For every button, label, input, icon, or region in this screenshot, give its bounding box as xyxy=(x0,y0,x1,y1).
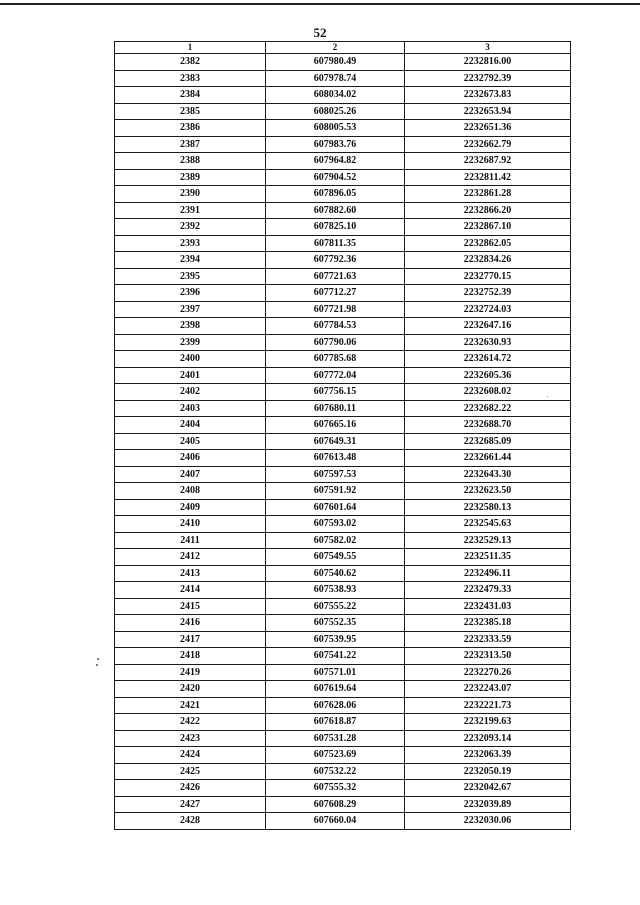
table-row xyxy=(115,516,571,533)
point-number-cell: 2410 xyxy=(115,516,266,533)
table-row xyxy=(115,351,571,368)
y-coordinate-cell: 2232861.28 xyxy=(405,186,571,203)
x-coordinate-cell: 607591.92 xyxy=(266,483,405,500)
x-coordinate-cell: 607896.05 xyxy=(266,186,405,203)
table-row xyxy=(115,268,571,285)
table-row xyxy=(115,499,571,516)
table-row xyxy=(115,87,571,104)
x-coordinate-cell: 607628.06 xyxy=(266,697,405,714)
y-coordinate-cell: 2232479.33 xyxy=(405,582,571,599)
point-number-cell: 2402 xyxy=(115,384,266,401)
x-coordinate-cell: 607618.87 xyxy=(266,714,405,731)
y-coordinate-cell: 2232662.79 xyxy=(405,136,571,153)
x-coordinate-cell: 607593.02 xyxy=(266,516,405,533)
y-coordinate-cell: 2232270.26 xyxy=(405,664,571,681)
y-coordinate-cell: 2232608.02 xyxy=(405,384,571,401)
point-number-cell: 2382 xyxy=(115,54,266,71)
point-number-cell: 2413 xyxy=(115,565,266,582)
table-row xyxy=(115,631,571,648)
point-number-cell: 2390 xyxy=(115,186,266,203)
x-coordinate-cell: 607582.02 xyxy=(266,532,405,549)
table-row xyxy=(115,730,571,747)
x-coordinate-cell: 607571.01 xyxy=(266,664,405,681)
table-row xyxy=(115,697,571,714)
y-coordinate-cell: 2232752.39 xyxy=(405,285,571,302)
table-row xyxy=(115,598,571,615)
table-row xyxy=(115,714,571,731)
table-row xyxy=(115,153,571,170)
coordinates-table xyxy=(114,41,571,830)
x-coordinate-cell: 607978.74 xyxy=(266,70,405,87)
table-row xyxy=(115,169,571,186)
x-coordinate-cell: 607523.69 xyxy=(266,747,405,764)
table-row xyxy=(115,235,571,252)
table-row xyxy=(115,466,571,483)
y-coordinate-cell: 2232313.50 xyxy=(405,648,571,665)
table-row xyxy=(115,780,571,797)
column-header-point-number: 1 xyxy=(115,42,266,54)
table-row xyxy=(115,747,571,764)
x-coordinate-cell: 607649.31 xyxy=(266,433,405,450)
y-coordinate-cell: 2232093.14 xyxy=(405,730,571,747)
x-coordinate-cell: 607608.29 xyxy=(266,796,405,813)
table-row xyxy=(115,681,571,698)
table-row xyxy=(115,417,571,434)
x-coordinate-cell: 607539.95 xyxy=(266,631,405,648)
point-number-cell: 2425 xyxy=(115,763,266,780)
table-header-row xyxy=(115,42,571,54)
point-number-cell: 2423 xyxy=(115,730,266,747)
y-coordinate-cell: 2232867.10 xyxy=(405,219,571,236)
point-number-cell: 2419 xyxy=(115,664,266,681)
table-row xyxy=(115,615,571,632)
y-coordinate-cell: 2232545.63 xyxy=(405,516,571,533)
y-coordinate-cell: 2232039.89 xyxy=(405,796,571,813)
x-coordinate-cell: 607980.49 xyxy=(266,54,405,71)
scan-speck xyxy=(97,658,99,660)
y-coordinate-cell: 2232030.06 xyxy=(405,813,571,830)
table-row xyxy=(115,763,571,780)
point-number-cell: 2387 xyxy=(115,136,266,153)
y-coordinate-cell: 2232792.39 xyxy=(405,70,571,87)
x-coordinate-cell: 607532.22 xyxy=(266,763,405,780)
point-number-cell: 2406 xyxy=(115,450,266,467)
y-coordinate-cell: 2232682.22 xyxy=(405,400,571,417)
table-row xyxy=(115,400,571,417)
point-number-cell: 2399 xyxy=(115,334,266,351)
point-number-cell: 2393 xyxy=(115,235,266,252)
y-coordinate-cell: 2232834.26 xyxy=(405,252,571,269)
y-coordinate-cell: 2232042.67 xyxy=(405,780,571,797)
top-border-rule xyxy=(0,3,640,5)
y-coordinate-cell: 2232816.00 xyxy=(405,54,571,71)
table-row xyxy=(115,664,571,681)
y-coordinate-cell: 2232605.36 xyxy=(405,367,571,384)
y-coordinate-cell: 2232685.09 xyxy=(405,433,571,450)
point-number-cell: 2418 xyxy=(115,648,266,665)
point-number-cell: 2404 xyxy=(115,417,266,434)
x-coordinate-cell: 607680.11 xyxy=(266,400,405,417)
x-coordinate-cell: 607721.63 xyxy=(266,268,405,285)
table-row xyxy=(115,334,571,351)
point-number-cell: 2383 xyxy=(115,70,266,87)
y-coordinate-cell: 2232688.70 xyxy=(405,417,571,434)
y-coordinate-cell: 2232050.19 xyxy=(405,763,571,780)
table-row xyxy=(115,549,571,566)
x-coordinate-cell: 607811.35 xyxy=(266,235,405,252)
table-row xyxy=(115,483,571,500)
x-coordinate-cell: 608005.53 xyxy=(266,120,405,137)
x-coordinate-cell: 608034.02 xyxy=(266,87,405,104)
y-coordinate-cell: 2232866.20 xyxy=(405,202,571,219)
x-coordinate-cell: 607882.60 xyxy=(266,202,405,219)
point-number-cell: 2420 xyxy=(115,681,266,698)
point-number-cell: 2407 xyxy=(115,466,266,483)
point-number-cell: 2428 xyxy=(115,813,266,830)
table-row xyxy=(115,252,571,269)
y-coordinate-cell: 2232221.73 xyxy=(405,697,571,714)
y-coordinate-cell: 2232063.39 xyxy=(405,747,571,764)
y-coordinate-cell: 2232687.92 xyxy=(405,153,571,170)
x-coordinate-cell: 607555.32 xyxy=(266,780,405,797)
point-number-cell: 2401 xyxy=(115,367,266,384)
point-number-cell: 2421 xyxy=(115,697,266,714)
x-coordinate-cell: 607790.06 xyxy=(266,334,405,351)
point-number-cell: 2416 xyxy=(115,615,266,632)
y-coordinate-cell: 2232647.16 xyxy=(405,318,571,335)
x-coordinate-cell: 607597.53 xyxy=(266,466,405,483)
point-number-cell: 2386 xyxy=(115,120,266,137)
x-coordinate-cell: 607792.36 xyxy=(266,252,405,269)
y-coordinate-cell: 2232643.30 xyxy=(405,466,571,483)
y-coordinate-cell: 2232770.15 xyxy=(405,268,571,285)
table-row xyxy=(115,318,571,335)
point-number-cell: 2398 xyxy=(115,318,266,335)
page-number: 52 xyxy=(313,25,327,40)
table-row xyxy=(115,565,571,582)
y-coordinate-cell: 2232623.50 xyxy=(405,483,571,500)
y-coordinate-cell: 2232614.72 xyxy=(405,351,571,368)
y-coordinate-cell: 2232199.63 xyxy=(405,714,571,731)
table-row xyxy=(115,648,571,665)
x-coordinate-cell: 607756.15 xyxy=(266,384,405,401)
point-number-cell: 2403 xyxy=(115,400,266,417)
point-number-cell: 2388 xyxy=(115,153,266,170)
x-coordinate-cell: 607825.10 xyxy=(266,219,405,236)
x-coordinate-cell: 607540.62 xyxy=(266,565,405,582)
table-row xyxy=(115,103,571,120)
table-row xyxy=(115,813,571,830)
column-header-y-coordinate: 3 xyxy=(405,42,571,54)
x-coordinate-cell: 607784.53 xyxy=(266,318,405,335)
table-row xyxy=(115,202,571,219)
table-body xyxy=(115,54,571,830)
x-coordinate-cell: 607541.22 xyxy=(266,648,405,665)
x-coordinate-cell: 607785.68 xyxy=(266,351,405,368)
table-row xyxy=(115,532,571,549)
point-number-cell: 2384 xyxy=(115,87,266,104)
point-number-cell: 2415 xyxy=(115,598,266,615)
scan-speck xyxy=(96,664,98,666)
point-number-cell: 2405 xyxy=(115,433,266,450)
y-coordinate-cell: 2232862.05 xyxy=(405,235,571,252)
point-number-cell: 2397 xyxy=(115,301,266,318)
table-row xyxy=(115,384,571,401)
table-row xyxy=(115,70,571,87)
table-row xyxy=(115,285,571,302)
point-number-cell: 2385 xyxy=(115,103,266,120)
y-coordinate-cell: 2232661.44 xyxy=(405,450,571,467)
point-number-cell: 2414 xyxy=(115,582,266,599)
point-number-cell: 2395 xyxy=(115,268,266,285)
table-row xyxy=(115,186,571,203)
table-row xyxy=(115,54,571,71)
point-number-cell: 2412 xyxy=(115,549,266,566)
scan-speck xyxy=(547,396,548,397)
point-number-cell: 2424 xyxy=(115,747,266,764)
y-coordinate-cell: 2232724.03 xyxy=(405,301,571,318)
x-coordinate-cell: 607601.64 xyxy=(266,499,405,516)
x-coordinate-cell: 607772.04 xyxy=(266,367,405,384)
point-number-cell: 2394 xyxy=(115,252,266,269)
table-row xyxy=(115,301,571,318)
x-coordinate-cell: 607964.82 xyxy=(266,153,405,170)
point-number-cell: 2427 xyxy=(115,796,266,813)
y-coordinate-cell: 2232811.42 xyxy=(405,169,571,186)
y-coordinate-cell: 2232580.13 xyxy=(405,499,571,516)
x-coordinate-cell: 607721.98 xyxy=(266,301,405,318)
x-coordinate-cell: 607712.27 xyxy=(266,285,405,302)
y-coordinate-cell: 2232385.18 xyxy=(405,615,571,632)
point-number-cell: 2409 xyxy=(115,499,266,516)
point-number-cell: 2408 xyxy=(115,483,266,500)
x-coordinate-cell: 608025.26 xyxy=(266,103,405,120)
table-row xyxy=(115,433,571,450)
y-coordinate-cell: 2232653.94 xyxy=(405,103,571,120)
y-coordinate-cell: 2232673.83 xyxy=(405,87,571,104)
table-row xyxy=(115,367,571,384)
table-row xyxy=(115,796,571,813)
table-row xyxy=(115,120,571,137)
x-coordinate-cell: 607552.35 xyxy=(266,615,405,632)
point-number-cell: 2396 xyxy=(115,285,266,302)
point-number-cell: 2422 xyxy=(115,714,266,731)
table-row xyxy=(115,450,571,467)
table-row xyxy=(115,219,571,236)
y-coordinate-cell: 2232333.59 xyxy=(405,631,571,648)
x-coordinate-cell: 607619.64 xyxy=(266,681,405,698)
y-coordinate-cell: 2232496.11 xyxy=(405,565,571,582)
point-number-cell: 2400 xyxy=(115,351,266,368)
y-coordinate-cell: 2232529.13 xyxy=(405,532,571,549)
x-coordinate-cell: 607983.76 xyxy=(266,136,405,153)
y-coordinate-cell: 2232511.35 xyxy=(405,549,571,566)
x-coordinate-cell: 607904.52 xyxy=(266,169,405,186)
point-number-cell: 2389 xyxy=(115,169,266,186)
point-number-cell: 2426 xyxy=(115,780,266,797)
column-header-x-coordinate: 2 xyxy=(266,42,405,54)
table-row xyxy=(115,136,571,153)
point-number-cell: 2391 xyxy=(115,202,266,219)
x-coordinate-cell: 607665.16 xyxy=(266,417,405,434)
y-coordinate-cell: 2232651.36 xyxy=(405,120,571,137)
table-row xyxy=(115,582,571,599)
y-coordinate-cell: 2232243.07 xyxy=(405,681,571,698)
x-coordinate-cell: 607613.48 xyxy=(266,450,405,467)
y-coordinate-cell: 2232630.93 xyxy=(405,334,571,351)
x-coordinate-cell: 607555.22 xyxy=(266,598,405,615)
point-number-cell: 2392 xyxy=(115,219,266,236)
x-coordinate-cell: 607531.28 xyxy=(266,730,405,747)
x-coordinate-cell: 607549.55 xyxy=(266,549,405,566)
point-number-cell: 2411 xyxy=(115,532,266,549)
y-coordinate-cell: 2232431.03 xyxy=(405,598,571,615)
point-number-cell: 2417 xyxy=(115,631,266,648)
x-coordinate-cell: 607660.04 xyxy=(266,813,405,830)
x-coordinate-cell: 607538.93 xyxy=(266,582,405,599)
